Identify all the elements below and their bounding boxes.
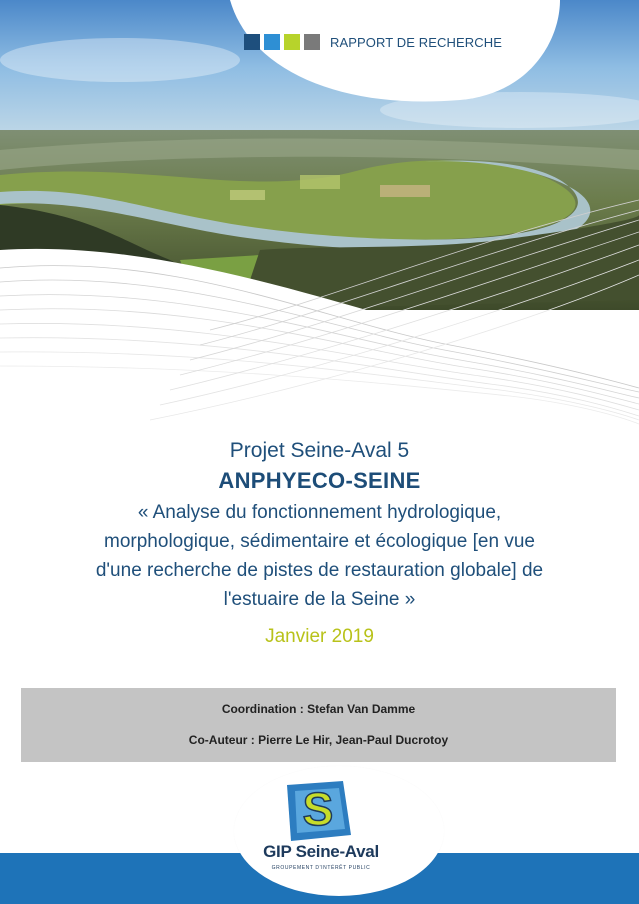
- credits-box: [21, 688, 616, 762]
- coordination-line: Coordination : Stefan Van Damme: [221, 702, 416, 716]
- header-square-dark-blue: [244, 34, 260, 50]
- report-subtitle: « Analyse du fonctionnement hydrologique, morphologique, sédimentaire et écologique [en vue d'une recherche de pistes de restauration globale] de l'estuaire de la Seine »: [95, 502, 544, 610]
- header-square-light-blue: [264, 34, 280, 50]
- report-header: [244, 32, 502, 52]
- header-square-green: [284, 34, 300, 50]
- title-block: [0, 436, 639, 648]
- project-acronym: ANPHYECO-SEINE: [218, 468, 421, 493]
- aerial-photo-river-meander: [0, 0, 639, 430]
- logo-tagline: GROUPEMENT D'INTÉRÊT PUBLIC: [271, 865, 371, 871]
- header-square-grey: [304, 34, 320, 50]
- gip-seine-aval-logo-icon: [281, 779, 355, 843]
- project-name: Projet Seine-Aval 5: [229, 439, 410, 462]
- logo-name: GIP Seine-Aval: [263, 842, 379, 861]
- svg-text:S: S: [302, 783, 334, 835]
- report-type-label: RAPPORT DE RECHERCHE: [330, 34, 502, 50]
- report-date: Janvier 2019: [265, 626, 374, 647]
- coauthors-line: Co-Auteur : Pierre Le Hir, Jean-Paul Ducrotoy: [188, 733, 449, 747]
